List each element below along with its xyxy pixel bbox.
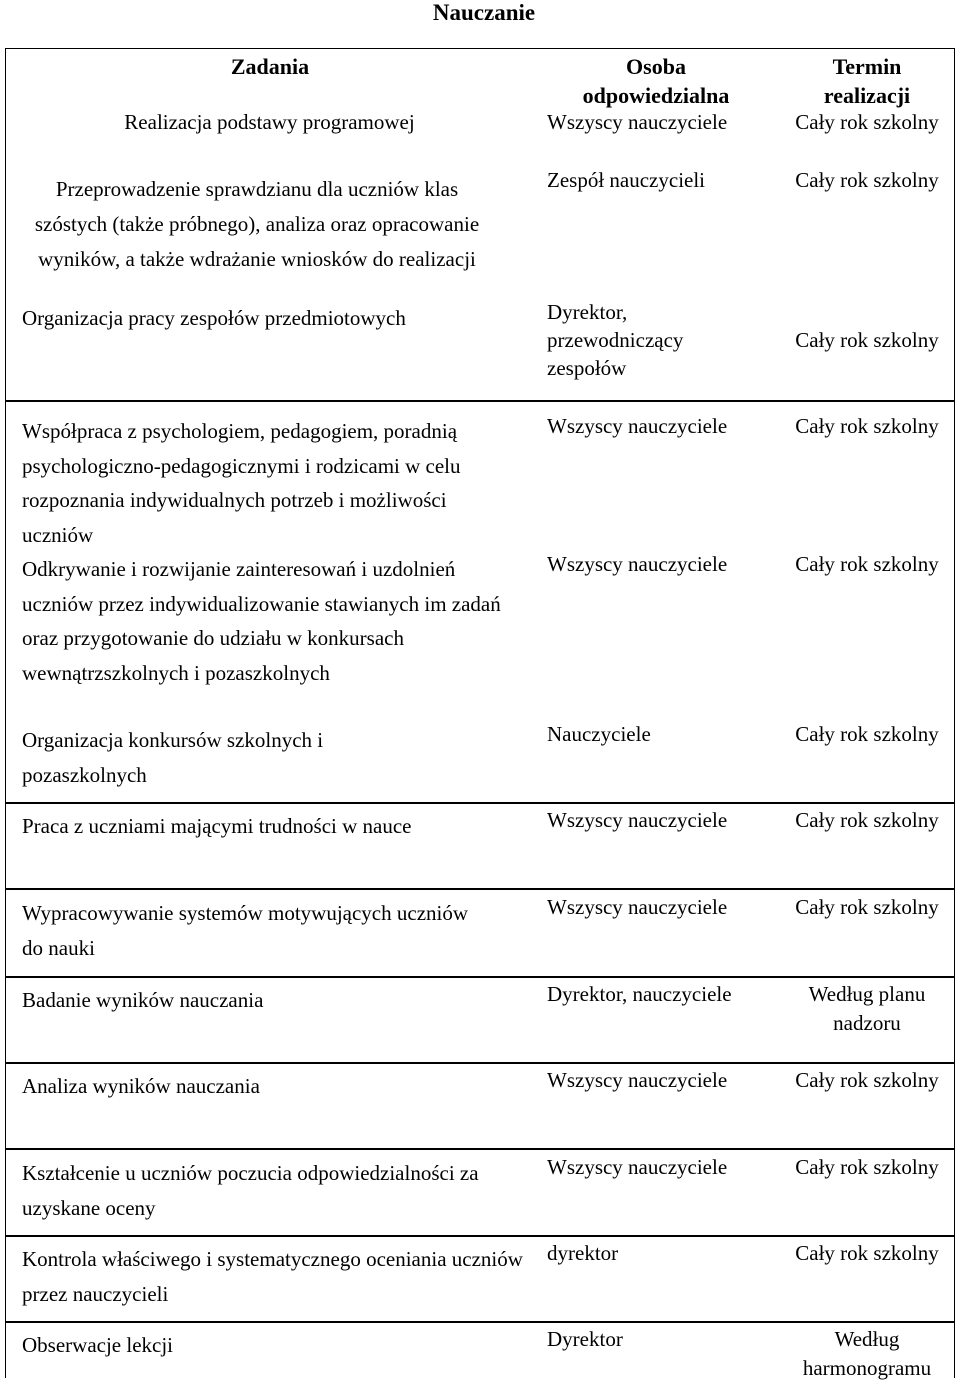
term-cell: Cały rok szkolny xyxy=(795,722,939,746)
term-cell: Cały rok szkolny xyxy=(795,328,939,352)
page-title: Nauczanie xyxy=(432,0,536,25)
term-cell: Cały rok szkolny xyxy=(795,808,939,832)
row-separator xyxy=(5,888,955,890)
term-cell: Cały rok szkolny xyxy=(795,110,939,134)
responsible-cell: Wszyscy nauczyciele xyxy=(547,110,728,134)
term-cell: Cały rok szkolny xyxy=(795,1241,939,1265)
responsible-cell: Wszyscy nauczyciele xyxy=(547,808,728,832)
column-header-task: Zadania xyxy=(230,54,310,79)
task-cell: Realizacja podstawy programowej xyxy=(124,110,415,134)
responsible-cell: Dyrektor, przewodniczący zespołów xyxy=(547,300,684,380)
responsible-cell: Wszyscy nauczyciele xyxy=(547,1155,728,1179)
term-cell: Według planu nadzoru xyxy=(808,982,926,1035)
responsible-cell: Zespół nauczycieli xyxy=(547,168,706,192)
term-cell: Cały rok szkolny xyxy=(795,552,939,576)
row-separator xyxy=(5,1235,955,1237)
column-header-responsible: Osoba odpowiedzialna xyxy=(582,54,730,108)
responsible-cell: Nauczyciele xyxy=(547,722,651,746)
responsible-cell: Wszyscy nauczyciele xyxy=(547,414,728,438)
task-cell: Obserwacje lekcji xyxy=(22,1333,174,1357)
responsible-cell: Dyrektor, nauczyciele xyxy=(547,982,732,1006)
responsible-cell: Dyrektor xyxy=(547,1327,623,1351)
responsible-cell: Wszyscy nauczyciele xyxy=(547,552,728,576)
row-separator xyxy=(5,802,955,804)
responsible-cell: Wszyscy nauczyciele xyxy=(547,1068,728,1092)
term-cell: Cały rok szkolny xyxy=(795,168,939,192)
row-separator xyxy=(5,1148,955,1150)
row-separator xyxy=(5,1321,955,1323)
row-separator xyxy=(5,400,955,402)
term-cell: Według harmonogramu xyxy=(802,1327,932,1380)
term-cell: Cały rok szkolny xyxy=(795,1155,939,1179)
task-cell: Badanie wyników nauczania xyxy=(22,988,264,1012)
task-cell: Analiza wyników nauczania xyxy=(22,1074,260,1098)
column-header-term: Termin realizacji xyxy=(823,54,911,108)
task-cell: Przeprowadzenie sprawdzianu dla uczniów klas szóstych (także próbnego), analiza oraz opracowanie wyników, a także wdrażanie wniosków do realizacji xyxy=(34,177,480,271)
term-cell: Cały rok szkolny xyxy=(795,895,939,919)
responsible-cell: dyrektor xyxy=(547,1241,619,1265)
task-cell: Praca z uczniami mającymi trudności w nauce xyxy=(22,814,412,838)
task-cell: Organizacja konkursów szkolnych i pozaszkolnych xyxy=(22,728,324,787)
task-cell: Wypracowywanie systemów motywujących uczniów do nauki xyxy=(22,901,469,960)
task-cell: Odkrywanie i rozwijanie zainteresowań i uzdolnień uczniów przez indywidualizowanie stawianych im zadań oraz przygotowanie do udziału w konkursach wewnątrzszkolnych i pozaszkolnych xyxy=(22,557,501,685)
task-cell: Kształcenie u uczniów poczucia odpowiedzialności za uzyskane oceny xyxy=(22,1161,479,1220)
row-separator xyxy=(5,976,955,978)
responsible-cell: Wszyscy nauczyciele xyxy=(547,895,728,919)
task-cell: Kontrola właściwego i systematycznego oceniania uczniów przez nauczycieli xyxy=(22,1247,523,1306)
task-cell: Współpraca z psychologiem, pedagogiem, poradnią psychologiczno-pedagogicznymi i rodzicami w celu rozpoznania indywidualnych potrzeb i możliwości uczniów xyxy=(22,419,461,547)
term-cell: Cały rok szkolny xyxy=(795,1068,939,1092)
task-cell: Organizacja pracy zespołów przedmiotowych xyxy=(22,306,406,330)
row-separator xyxy=(5,1062,955,1064)
term-cell: Cały rok szkolny xyxy=(795,414,939,438)
